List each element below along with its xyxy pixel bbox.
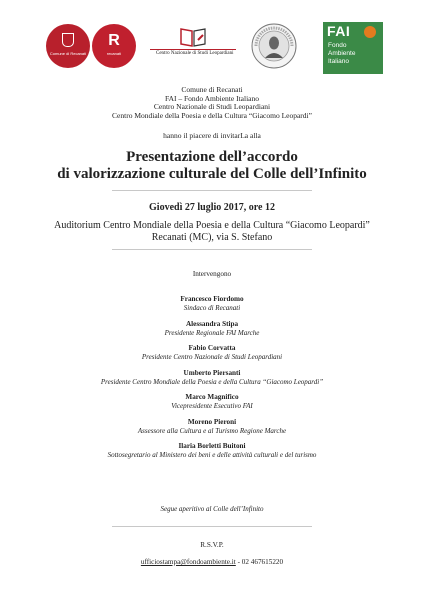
speaker-role: Presidente Regionale FAI Marche	[164, 328, 260, 337]
speaker-role: Presidente Centro Nazionale di Studi Leopardiani	[141, 353, 283, 361]
speaker-entry	[0, 295, 424, 313]
title-line-2: di valorizzazione culturale del Colle dell’Infinito	[57, 166, 367, 182]
organizer-line: FAI – Fondo Ambiente Italiano	[164, 93, 260, 103]
centro-mondiale-poesia-seal	[250, 22, 298, 70]
speaker-entry	[0, 393, 424, 411]
speaker-role: Sottosegretario al Ministero dei beni e delle attività culturali e del turismo	[107, 451, 317, 459]
speaker-role: Sindaco di Recanati	[183, 304, 241, 312]
phone-number: - 02 467615220	[235, 558, 284, 566]
speaker-entry	[0, 418, 424, 436]
recanati-logo	[92, 24, 136, 68]
divider	[112, 190, 312, 191]
event-venue	[0, 220, 424, 244]
speaker-entry	[0, 369, 424, 387]
press-office-email-link[interactable]: ufficiostampa@fondoambiente.it	[140, 558, 236, 566]
speakers-list	[0, 295, 424, 467]
crest-icon	[62, 33, 74, 47]
organizer-line: Comune di Recanati	[181, 85, 243, 94]
seal-icon	[250, 22, 298, 70]
centro-studi-leopardiani-logo	[150, 26, 236, 57]
organizer-line: Centro Nazionale di Studi Leopardiani	[153, 102, 271, 112]
venue-line-1: Auditorium Centro Mondiale della Poesia e della Cultura “Giacomo Leopardi”	[54, 220, 370, 231]
fai-logo-mark: FAI	[327, 23, 351, 39]
divider	[112, 249, 312, 250]
closing-note: Segue aperitivo al Colle dell’Infinito	[160, 505, 264, 513]
fai-logo	[323, 22, 383, 74]
speaker-role: Assessore alla Cultura e al Turismo Regione Marche	[137, 426, 287, 435]
comune-di-recanati-logo	[46, 24, 90, 68]
cnsl-logo-label: Centro Nazionale di Studi Leopardiani	[150, 49, 236, 57]
logos-row	[40, 22, 385, 78]
speaker-entry	[0, 442, 424, 460]
speaker-role: Vicepresidente Esecutivo FAI	[171, 402, 253, 410]
speaker-name: Alessandra Stipa	[185, 319, 239, 328]
speaker-name: Umberto Piersanti	[183, 368, 241, 377]
venue-line-2: Recanati (MC), via S. Stefano	[151, 232, 273, 243]
organizers-list	[0, 86, 424, 120]
intervengono-heading: Intervengono	[192, 270, 232, 278]
event-title	[0, 149, 424, 183]
rsvp-label: R.S.V.P.	[200, 541, 224, 549]
divider	[112, 526, 312, 527]
recanati-logo-label: recanati	[106, 51, 122, 56]
fai-logo-subtitle: Fondo Ambiente Italiano	[328, 42, 356, 65]
invite-line: hanno il piacere di invitarLa alla	[163, 131, 261, 140]
speaker-name: Marco Magnifico	[185, 393, 239, 401]
title-line-1: Presentazione dell’accordo	[126, 149, 298, 165]
speaker-name: Francesco Fiordomo	[180, 295, 244, 303]
speaker-name: Moreno Pieroni	[187, 417, 237, 426]
speaker-name: Ilaria Borletti Buitoni	[178, 442, 246, 450]
recanati-logo-mark: R	[108, 32, 120, 49]
organizer-line: Centro Mondiale della Poesia e della Cultura “Giacomo Leopardi”	[112, 110, 312, 120]
speaker-entry	[0, 320, 424, 338]
comune-logo-label: Comune di Recanati	[49, 51, 87, 56]
speaker-name: Fabio Corvatta	[188, 344, 236, 352]
contact-line	[0, 558, 424, 566]
speaker-entry	[0, 344, 424, 362]
fai-orange-dot-icon	[364, 26, 376, 38]
open-book-icon	[178, 26, 208, 48]
speaker-role: Presidente Centro Mondiale della Poesia e della Cultura “Giacomo Leopardi”	[100, 377, 324, 386]
event-date: Giovedì 27 luglio 2017, ore 12	[149, 202, 275, 213]
